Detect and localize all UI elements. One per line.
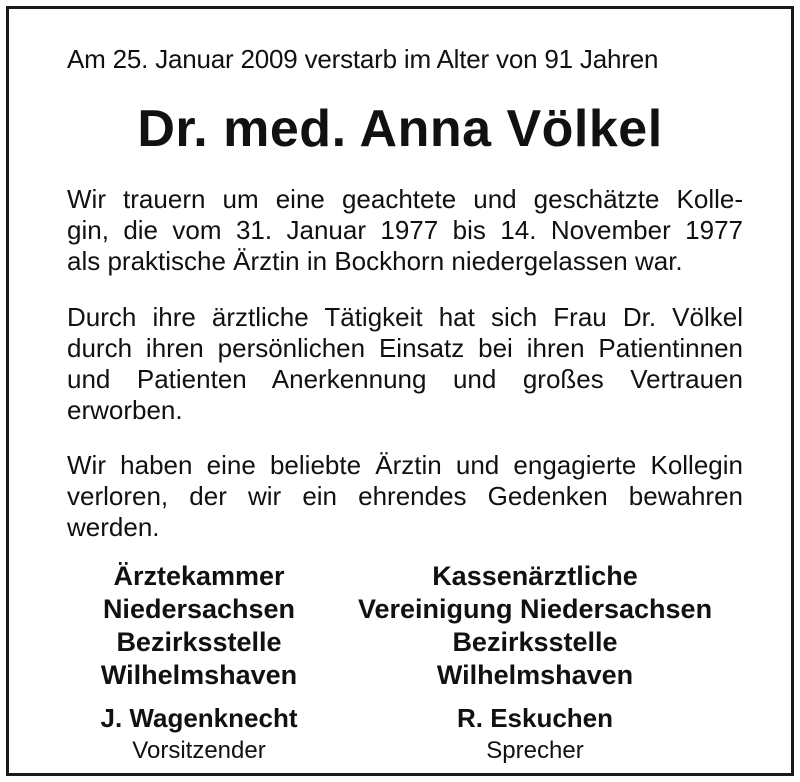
org-line: Ärztekammer — [113, 561, 285, 591]
org-line: Wilhelmshaven — [100, 660, 298, 690]
paragraph-line: als praktische Ärztin in Bockhorn niedergelassen war. — [67, 246, 683, 276]
paragraph-line: Durch ihre ärztliche Tätigkeit hat sich Frau Dr. Völkel — [67, 302, 743, 332]
paragraph-line: Wir haben eine beliebte Ärztin und engagierte Kollegin — [67, 450, 743, 480]
signatory-person-right: R. Eskuchen — [456, 703, 614, 733]
paragraph-farewell — [67, 450, 743, 543]
signatory-role-left: Vorsitzender — [132, 737, 266, 764]
paragraph-tribute — [67, 184, 743, 277]
paragraph-line: und Patienten Anerkennung und großes Vertrauen — [67, 364, 743, 394]
org-line: Vereinigung Niedersachsen — [357, 594, 713, 624]
signatory-person-left: J. Wagenknecht — [100, 703, 298, 733]
deceased-name: Dr. med. Anna Völkel — [137, 100, 663, 158]
paragraph-line: werden. — [67, 512, 160, 542]
org-line: Bezirksstelle — [116, 627, 282, 657]
org-line: Bezirksstelle — [452, 627, 618, 657]
org-line: Wilhelmshaven — [436, 660, 634, 690]
paragraph-line: durch ihren persönlichen Einsatz bei ihren Patientinnen — [67, 333, 743, 363]
paragraph-line: Wir trauern um eine geachtete und geschätzte Kolle- — [67, 184, 743, 214]
org-line: Niedersachsen — [102, 594, 296, 624]
signatory-org-kv — [329, 560, 741, 692]
obituary-notice — [6, 6, 794, 776]
paragraph-line: verloren, der wir ein ehrendes Gedenken bewahren — [67, 481, 743, 511]
paragraph-line: erworben. — [67, 395, 183, 425]
paragraph-line: gin, die vom 31. Januar 1977 bis 14. November 1977 — [67, 215, 743, 245]
intro-line: Am 25. Januar 2009 verstarb im Alter von 91 Jahren — [67, 44, 659, 74]
org-line: Kassenärztliche — [432, 561, 638, 591]
signatory-role-right: Sprecher — [486, 737, 584, 764]
paragraph-recognition — [67, 302, 743, 426]
signatory-org-aerztekammer — [79, 560, 319, 692]
